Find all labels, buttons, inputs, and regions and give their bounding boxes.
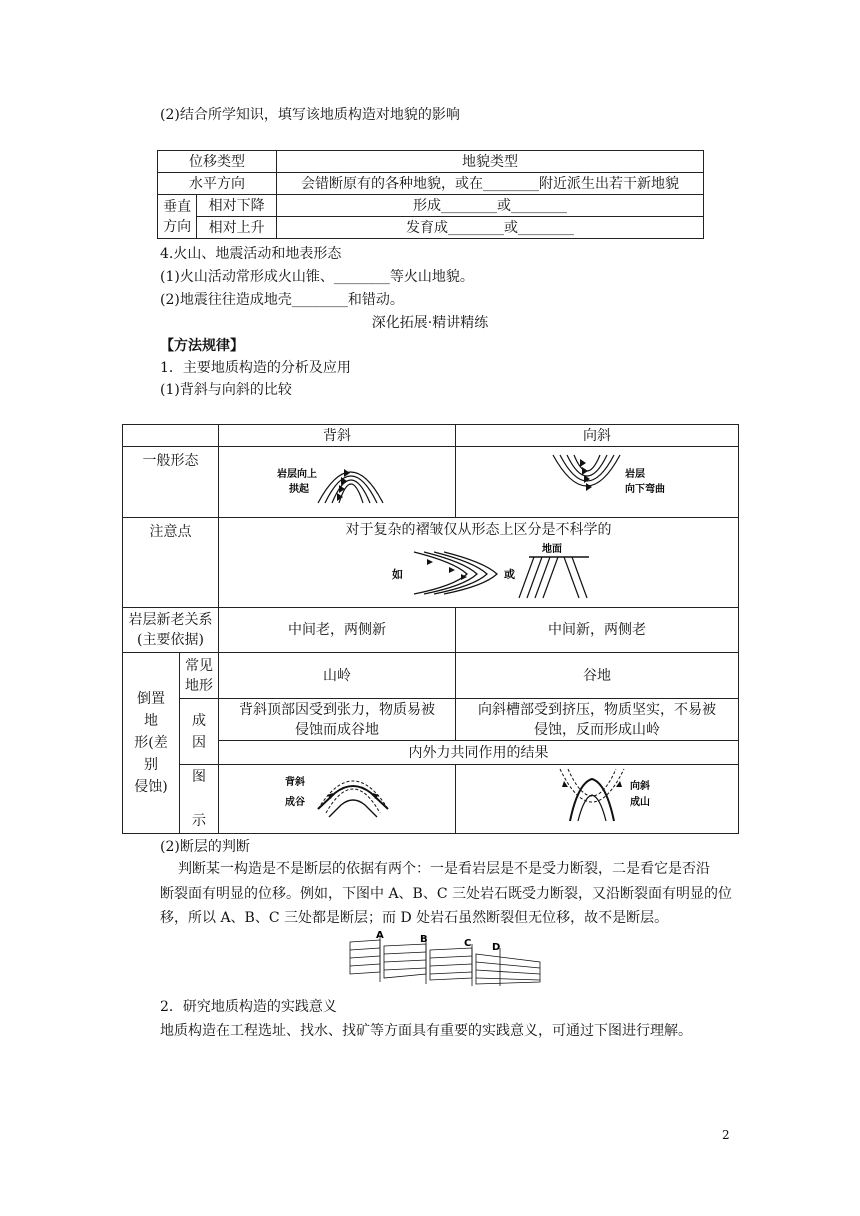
syncline-mountain-diagram xyxy=(460,765,734,827)
fig-mountain-label-2: 成山 xyxy=(630,797,650,808)
note-text: 对于复杂的褶皱仅从形态上区分是不科学的 xyxy=(345,522,612,538)
anticline-shape-cell xyxy=(219,447,456,518)
syncline-fig-label-1: 岩层 xyxy=(625,469,645,480)
table1-vertical-label xyxy=(158,195,197,239)
point1-sub1: (1)背斜与向斜的比较 xyxy=(160,382,292,398)
note-fig-ru: 如 xyxy=(391,568,403,581)
fig-valley-label-1: 背斜 xyxy=(285,777,305,788)
common-anticline: 山岭 xyxy=(219,653,456,699)
point1-title: 1．主要地质构造的分析及应用 xyxy=(160,360,351,376)
row-age-label-2: (主要依据) xyxy=(137,632,204,648)
table1-header-landform: 地貌类型 xyxy=(277,151,704,173)
cause-label-2: 因 xyxy=(192,734,206,751)
note-diagram xyxy=(229,540,729,600)
cause-syncline xyxy=(456,699,739,741)
vertical-label-bottom: 方向 xyxy=(163,218,192,235)
fig-mountain-label-1: 向斜 xyxy=(630,781,650,792)
diagram-label-2: 示 xyxy=(192,813,206,829)
table1-down-text: 形成________或________ xyxy=(277,195,704,217)
fault-label-c: C xyxy=(464,938,472,949)
table1-down-label: 相对下降 xyxy=(197,195,277,217)
inverted-label-3: 形(差 xyxy=(134,735,168,751)
syncline-fig-label-2: 向下弯曲 xyxy=(625,484,665,495)
fold-comparison-table xyxy=(122,424,739,834)
cause-syncline-1: 向斜槽部受到挤压，物质坚实，不易被 xyxy=(478,701,716,718)
anticline-diagram xyxy=(223,447,451,511)
q2-title: (2)结合所学知识，填写该地质构造对地貌的影响 xyxy=(160,107,460,123)
inverted-label-2: 地 xyxy=(144,713,158,729)
point1-sub2: (2)断层的判断 xyxy=(160,839,250,855)
fault-label-b: B xyxy=(420,934,428,945)
anticline-fig-label-1: 岩层向上 xyxy=(277,469,317,480)
table2-col-anticline: 背斜 xyxy=(219,425,456,447)
cause-anticline-2: 侵蚀而成谷地 xyxy=(295,721,379,738)
syncline-diagram xyxy=(460,447,734,511)
fault-label-d: D xyxy=(492,942,501,953)
fault-paragraph-1: 判断某一构造是不是断层的依据有两个：一是看岩层是不是受力断裂，二是看它是否沿 xyxy=(178,861,710,877)
inverted-label xyxy=(123,653,180,834)
point2-paragraph: 地质构造在工程选址、找水、找矿等方面具有重要的实践意义，可通过下图进行理解。 xyxy=(160,1023,692,1039)
row-shape-label: 一般形态 xyxy=(123,447,219,518)
common-syncline: 谷地 xyxy=(456,653,739,699)
cause-syncline-2: 侵蚀，反而形成山岭 xyxy=(534,721,660,738)
mountain-diagram-cell xyxy=(456,765,739,834)
anticline-valley-diagram xyxy=(223,765,451,827)
point2-title: 2．研究地质构造的实践意义 xyxy=(160,999,337,1015)
fault-label-a: A xyxy=(376,930,384,941)
inverted-label-5: 侵蚀) xyxy=(134,779,168,795)
center-heading: 深化拓展·精讲精练 xyxy=(371,315,489,331)
common-label-2: 地形 xyxy=(185,677,213,694)
cause-anticline xyxy=(219,699,456,741)
table2-col-syncline: 向斜 xyxy=(456,425,739,447)
diagram-label xyxy=(180,765,219,834)
syncline-shape-cell xyxy=(456,447,739,518)
section4-item1: (1)火山活动常形成火山锥、________等火山地貌。 xyxy=(160,269,474,285)
table1-up-text: 发育成________或________ xyxy=(277,217,704,239)
note-cell xyxy=(219,518,739,608)
table1-up-label: 相对上升 xyxy=(197,217,277,239)
fig-valley-label-2: 成谷 xyxy=(285,797,305,808)
diagram-label-1: 图 xyxy=(192,769,206,785)
common-label xyxy=(180,653,219,699)
vertical-label-top: 垂直 xyxy=(163,198,192,215)
displacement-table xyxy=(157,150,704,239)
common-label-1: 常见 xyxy=(185,657,213,674)
valley-diagram-cell xyxy=(219,765,456,834)
age-syncline: 中间新，两侧老 xyxy=(456,608,739,653)
row-age-label-1: 岩层新老关系 xyxy=(128,612,213,628)
inverted-label-4: 别 xyxy=(144,757,158,773)
section4-title: 4.火山、地震活动和地表形态 xyxy=(160,246,342,262)
anticline-fig-label-2: 拱起 xyxy=(289,484,309,495)
table1-horizontal-label: 水平方向 xyxy=(158,173,277,195)
method-heading: 【方法规律】 xyxy=(160,338,244,354)
table1-header-type: 位移类型 xyxy=(158,151,277,173)
cause-anticline-1: 背斜顶部因受到张力，物质易被 xyxy=(239,701,435,718)
section4-item2: (2)地震往往造成地壳________和错动。 xyxy=(160,292,404,308)
table2-corner xyxy=(123,425,219,447)
fault-paragraph-3: 移，所以 A、B、C 三处都是断层；而 D 处岩石虽然断裂但无位移，故不是断层。 xyxy=(160,910,669,926)
combined-result: 内外力共同作用的结果 xyxy=(219,741,739,765)
age-anticline: 中间老，两侧新 xyxy=(219,608,456,653)
cause-label-1: 成 xyxy=(192,712,206,729)
cause-label xyxy=(180,699,219,765)
inverted-label-1: 倒置 xyxy=(137,691,165,707)
page-number: 2 xyxy=(722,1128,730,1142)
fault-paragraph-2: 断裂面有明显的位移。例如，下图中 A、B、C 三处岩石既受力断裂，又沿断裂面有明显的位 xyxy=(160,886,733,902)
row-age-label xyxy=(123,608,219,653)
row-note-label: 注意点 xyxy=(123,518,219,608)
note-fig-ground: 地面 xyxy=(541,544,562,555)
table1-horizontal-text: 会错断原有的各种地貌，或在________附近派生出若干新地貌 xyxy=(277,173,704,195)
fault-diagram xyxy=(340,928,550,988)
note-fig-huo: 或 xyxy=(503,568,515,581)
